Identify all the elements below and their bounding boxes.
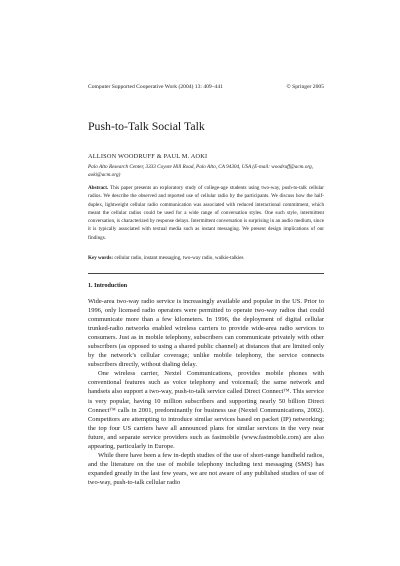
section-divider [88, 273, 324, 274]
paragraph: One wireless carrier, Nextel Communications, provides mobile phones with conventional features such as voice telephony and voicemail; the same network and handsets also support a two-way, push-to-talk service called Direct Connect™. This service is very popular, having 10 million subscribers and supporting nearly 50 billion Direct Connect™ calls in 2001, predominantly for business use (Nextel Communications, 2002). Competitors are attempting to introduce similar services based on packet (IP) networking; the top four US carriers have all announced plans for similar services in the very near future, and separate service providers such as fastmobile (www.fastmobile.com) are also appearing, particularly in Europe. [88, 370, 324, 450]
paragraph: Wide-area two-way radio service is increasingly available and popular in the US. Prior to 1996, only licensed radio operators were permitted to operate two-way radios that could communicate more than a few kilometers. In 1996, the deployment of digital cellular trunked-radio networks enabled wireless carriers to provide wide-area radio services to consumers. Just as in mobile telephony, subscribers can communicate privately with other subscribers (as opposed to using a shared public channel) at distances that are limited only by the network’s cellular coverage; unlike mobile telephony, the service connects subscribers directly, without dialing delay. [88, 298, 324, 369]
keywords-label: Key words: [88, 255, 114, 261]
keywords [88, 255, 324, 261]
keywords-text: cellular radio, instant messaging, two-way radio, walkie-talkies [114, 255, 244, 261]
section-heading: 1. Introduction [88, 283, 128, 289]
paper-title: Push-to-Talk Social Talk [88, 119, 205, 133]
journal-citation: Computer Supported Cooperative Work (2004) 13: 409–441 [88, 84, 223, 90]
body-text [88, 297, 324, 487]
abstract-text: This paper presents an exploratory study of college-age students using two-way, push-to-talk cellular radios. We describe the observed and reported use of cellular radio by the participants. We discuss how the half-duplex, lightweight cellular radio communication was associated with reduced interactional commitment, which meant the cellular radios could be used for a wide range of conversation styles. One such style, intermittent conversation, is characterized by response delays. Intermittent conversation is surprising in an audio medium, since it is typically associated with textual media such as instant messaging. We present design implications of our findings. [88, 185, 324, 241]
running-head [88, 84, 324, 90]
author-list: ALLISON WOODRUFF & PAUL M. AOKI [88, 153, 208, 160]
copyright-notice: © Springer 2005 [286, 84, 324, 90]
abstract-label: Abstract. [88, 185, 109, 191]
author-affiliation: Palo Alto Research Center, 3333 Coyote Hill Road, Palo Alto, CA 94304, USA (E-mail: woodruff@acm.org, aoki@acm.org) [88, 164, 314, 178]
abstract [88, 184, 324, 242]
paragraph: While there have been a few in-depth studies of the use of short-range handheld radios, and the literature on the use of mobile telephony including text messaging (SMS) has expanded greatly in the last few years, we are not aware of any published studies of use of two-way, push-to-talk cellular radio [88, 451, 324, 486]
